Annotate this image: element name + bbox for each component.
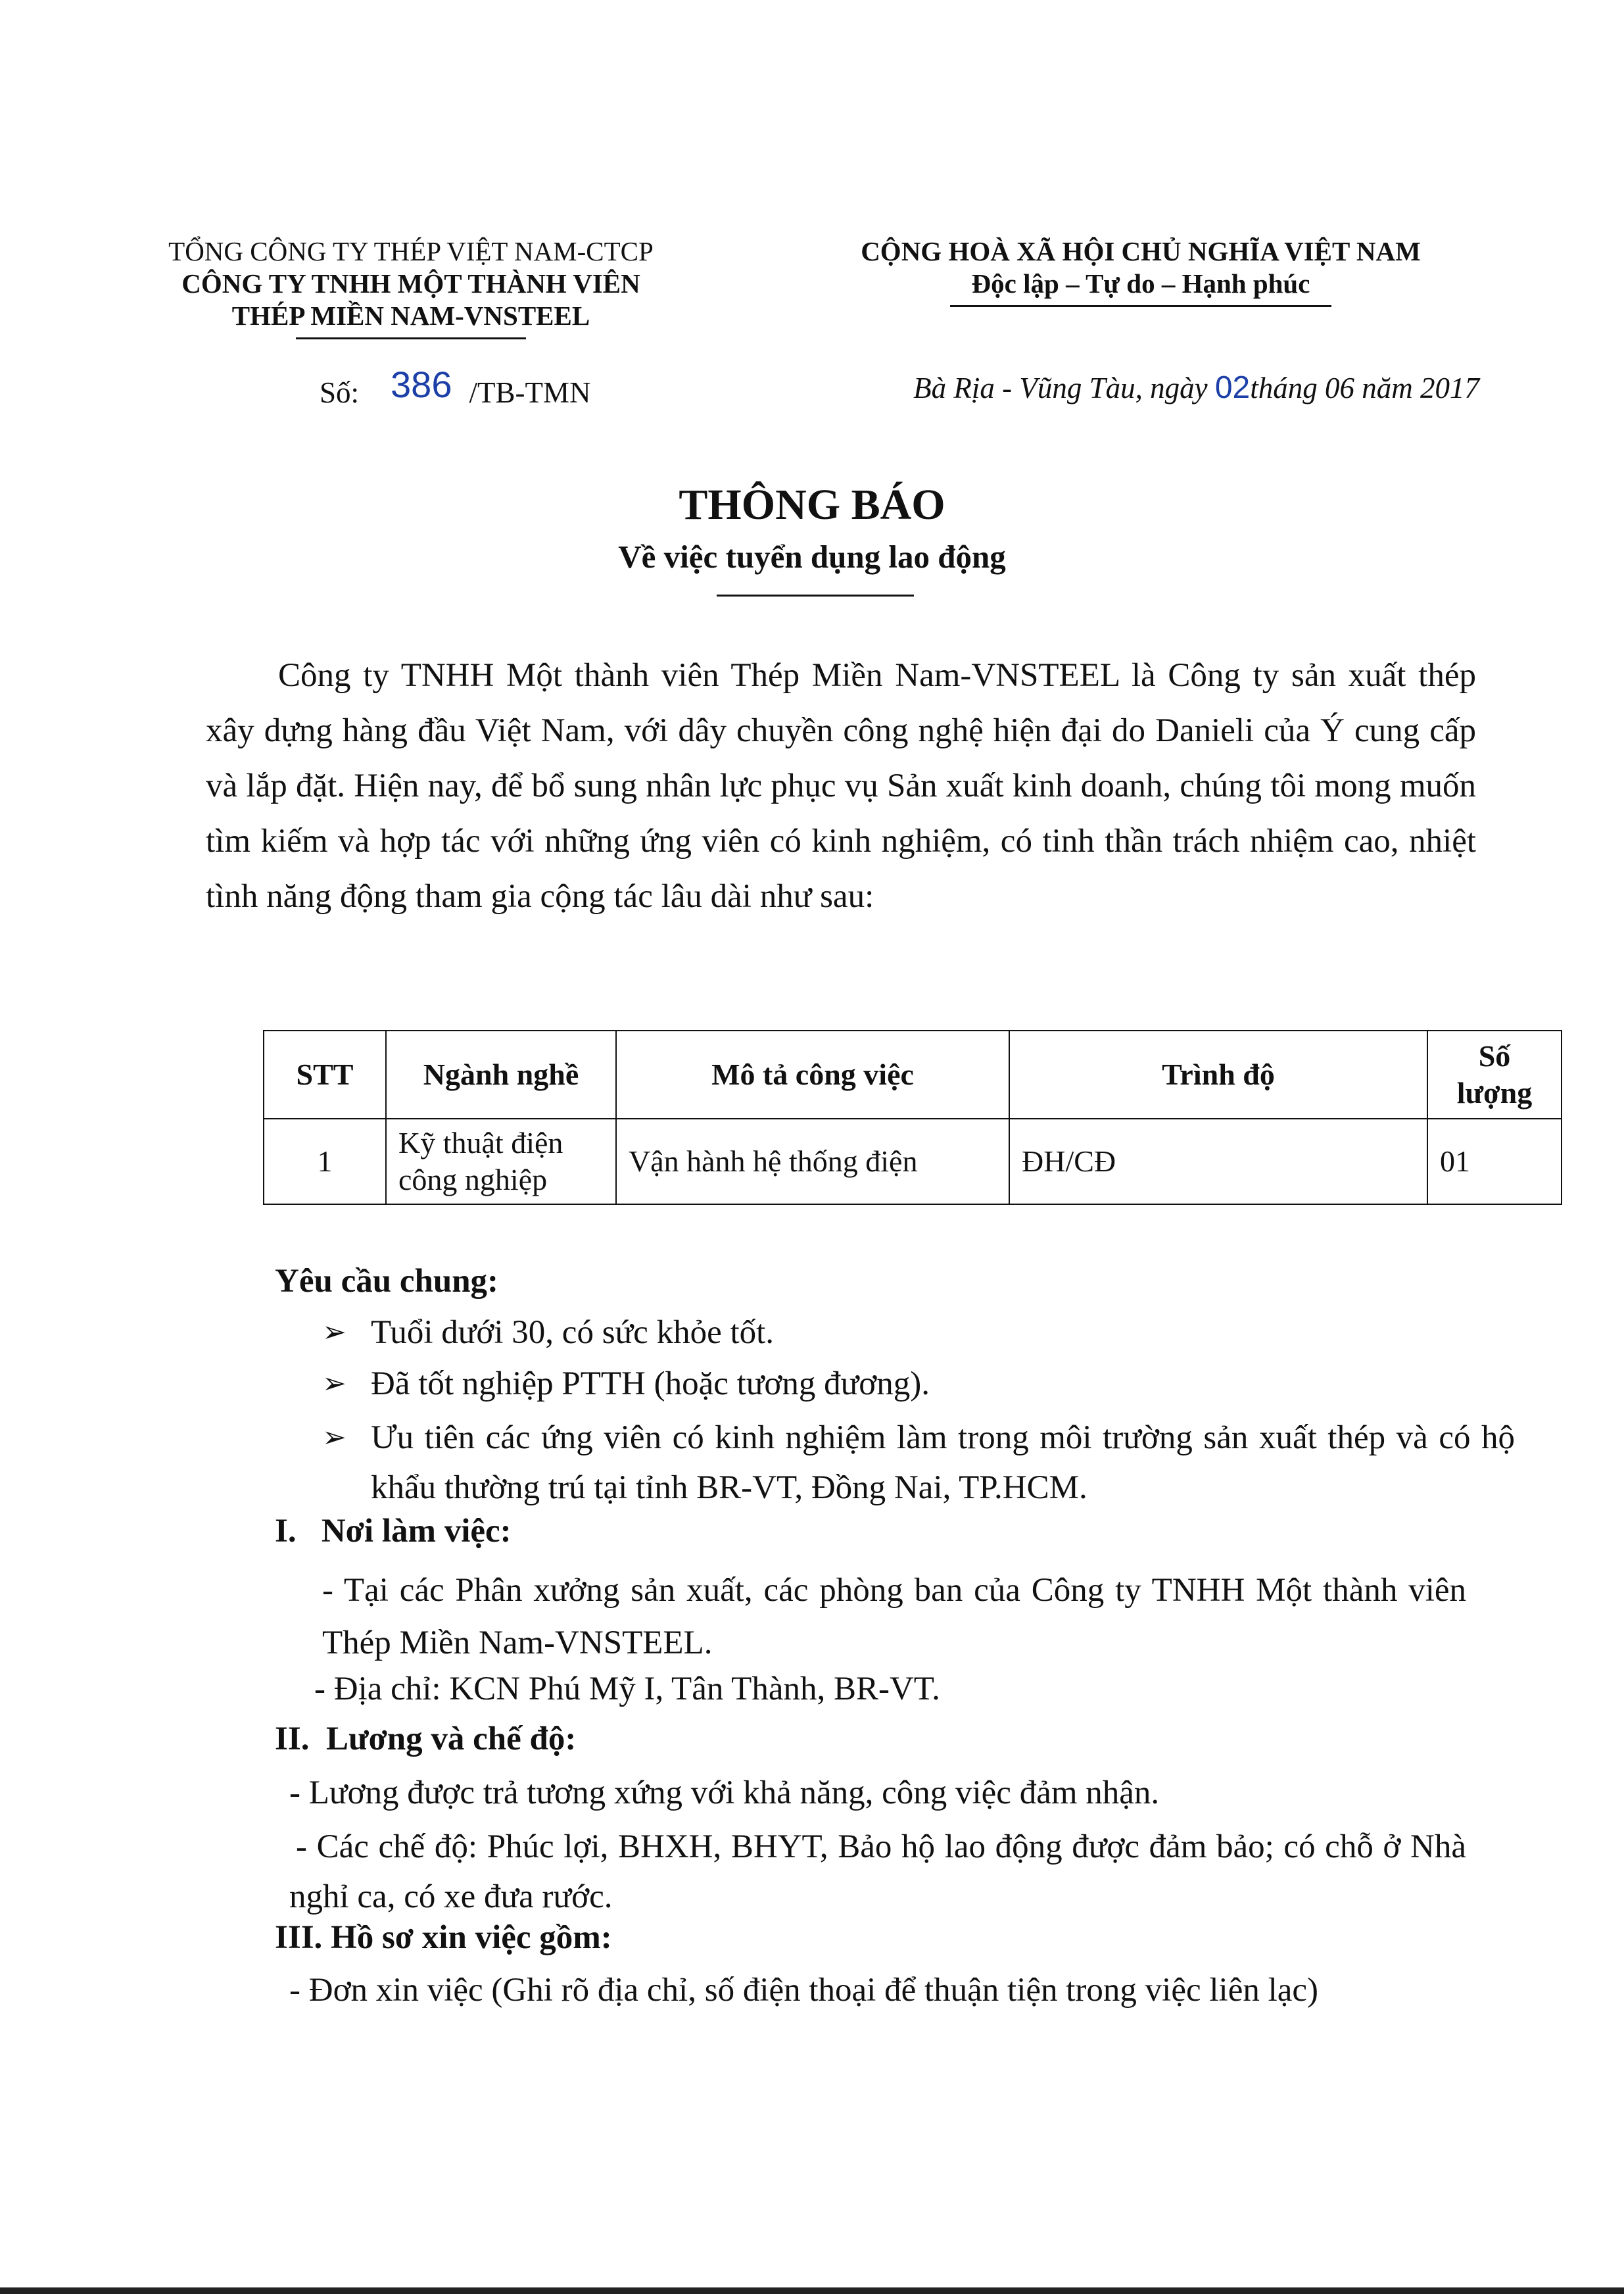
requirements-heading: Yêu cầu chung: [275, 1263, 499, 1300]
document-number-label: Số: [320, 376, 360, 409]
intro-paragraph: Công ty TNHH Một thành viên Thép Miền Nam-VNSTEEL là Công ty sản xuất thép xây dựng hàng đầu Việt Nam, với dây chuyền công nghệ hiện đại do Danieli của Ý cung cấp và lắp đặt. Hiện nay, để bổ sung nhân lực phục vụ Sản xuất kinh doanh, chúng tôi mong muốn tìm kiếm và hợp tác với những ứng viên có kinh nghiệm, có tinh thần trách nhiệm cao, nhiệt tình năng động tham gia cộng tác lâu dài như sau: [206, 657, 1476, 915]
workplace-text: - Tại các Phân xưởng sản xuất, các phòng ban của Công ty TNHH Một thành viên Thép Miền Nam-VNSTEEL. [322, 1572, 1466, 1661]
company-name: CÔNG TY TNHH MỘT THÀNH VIÊN [181, 268, 640, 299]
table-header-quantity: Số lượng [1427, 1031, 1562, 1119]
salary-text: - Lương được trả tương xứng với khả năng, công việc đảm nhận. [289, 1774, 1160, 1811]
issuer-underline [296, 337, 526, 339]
document-title: THÔNG BÁO [679, 481, 945, 529]
issuer-block [158, 235, 664, 339]
table-cell-description: Vận hành hệ thống điện [616, 1119, 1009, 1204]
table-cell-quantity: 01 [1427, 1119, 1562, 1204]
table-header-stt: STT [264, 1031, 386, 1119]
section-heading-workplace: I. Nơi làm việc: [275, 1513, 512, 1550]
requirement-text: Đã tốt nghiệp PTTH (hoặc tương đương). [371, 1365, 930, 1402]
table-header-occupation: Ngành nghề [386, 1031, 616, 1119]
section-heading-documents: III. Hồ sơ xin việc gồm: [275, 1919, 612, 1956]
table-cell-stt: 1 [264, 1119, 386, 1204]
list-item [322, 1413, 1515, 1513]
document-number-suffix: /TB-TMN [469, 376, 591, 409]
motto-underline [950, 305, 1331, 307]
document-subtitle: Về việc tuyển dụng lao động [618, 539, 1006, 575]
table-header-description: Mô tả công việc [616, 1031, 1009, 1119]
national-motto-block [796, 235, 1486, 307]
national-motto: Độc lập – Tự do – Hạnh phúc [971, 268, 1310, 299]
requirement-text: Ưu tiên các ứng viên có kinh nghiệm làm trong môi trường sản xuất thép và có hộ khẩu thường trú tại tỉnh BR-VT, Đồng Nai, TP.HCM. [371, 1419, 1515, 1506]
table-header-row [264, 1031, 1562, 1119]
arrow-bullet-icon: ➢ [322, 1367, 346, 1400]
date-day: 02 [1214, 370, 1251, 405]
arrow-bullet-icon: ➢ [322, 1315, 346, 1349]
table-cell-occupation: Kỹ thuật điện công nghiệp [386, 1119, 616, 1204]
list-item [322, 1309, 1515, 1356]
date-prefix: Bà Rịa - Vũng Tàu, ngày [913, 372, 1208, 404]
list-item [322, 1360, 1515, 1407]
table-cell-level: ĐH/CĐ [1009, 1119, 1427, 1204]
documents-text: - Đơn xin việc (Ghi rõ địa chỉ, số điện thoại để thuận tiện trong việc liên lạc) [289, 1972, 1319, 2009]
table-row [264, 1119, 1562, 1204]
country-name: CỘNG HOÀ XÃ HỘI CHỦ NGHĨA VIỆT NAM [861, 236, 1421, 266]
job-table [263, 1030, 1562, 1205]
title-underline [717, 595, 914, 597]
requirement-text: Tuổi dưới 30, có sức khỏe tốt. [371, 1314, 775, 1351]
table-header-level: Trình độ [1009, 1031, 1427, 1119]
document-number [320, 364, 591, 411]
arrow-bullet-icon: ➢ [322, 1421, 346, 1454]
page-bottom-border [0, 2287, 1624, 2294]
parent-org: TỔNG CÔNG TY THÉP VIỆT NAM-CTCP [168, 236, 654, 266]
company-name-line2: THÉP MIỀN NAM-VNSTEEL [231, 301, 590, 331]
address-text: - Địa chỉ: KCN Phú Mỹ I, Tân Thành, BR-VT. [314, 1671, 940, 1707]
document-date [796, 370, 1479, 406]
benefits-text: - Các chế độ: Phúc lợi, BHXH, BHYT, Bảo hộ lao động được đảm bảo; có chỗ ở Nhà nghỉ ca, có xe đưa rước. [289, 1828, 1466, 1915]
section-heading-salary: II. Lương và chế độ: [275, 1721, 577, 1757]
date-suffix: tháng 06 năm 2017 [1250, 372, 1479, 404]
document-number-value: 386 [391, 364, 452, 405]
